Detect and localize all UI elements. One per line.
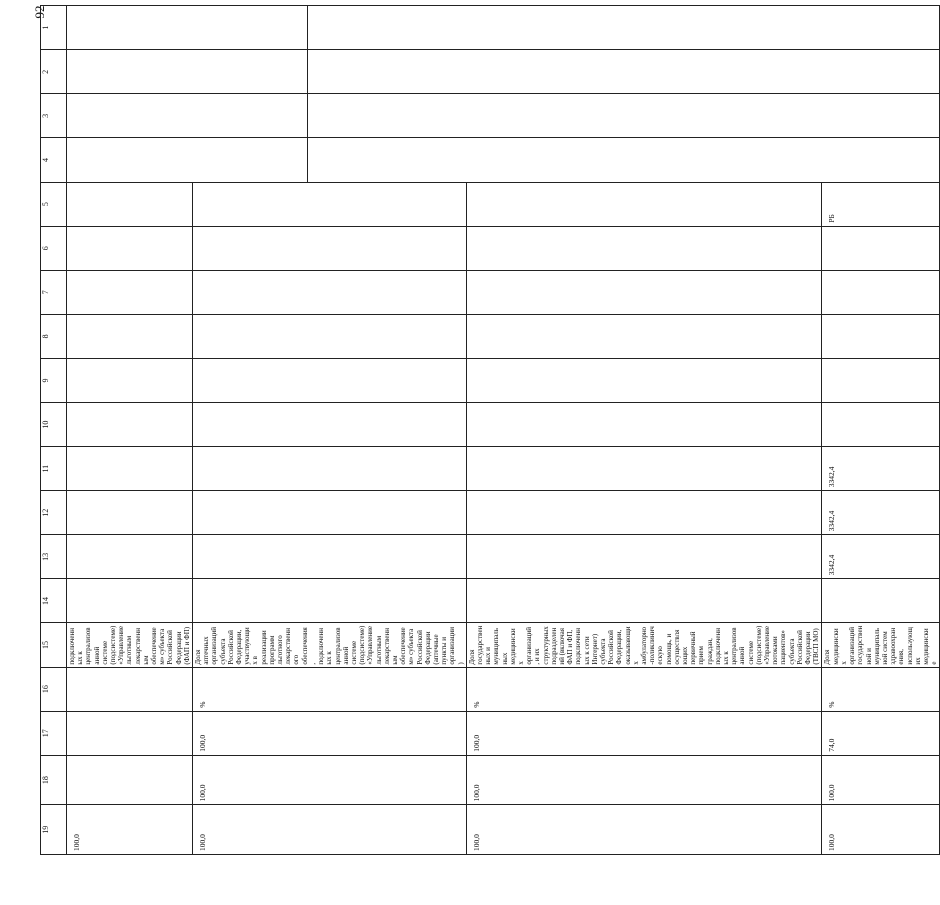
cell-col16	[466, 667, 822, 711]
cell-value: 3342,4	[827, 466, 837, 488]
cell-col12	[67, 491, 193, 535]
cell-col5	[466, 182, 822, 226]
cell-value: %	[198, 701, 208, 708]
cell-value: 100,0	[198, 784, 208, 802]
rotated-table-sheet	[40, 5, 939, 855]
cell-col9	[822, 358, 940, 402]
cell-col17	[466, 711, 822, 755]
program-indicators-table	[40, 5, 940, 855]
cell-col10	[67, 403, 193, 447]
column-number: 6	[41, 226, 67, 270]
cell-value: 3342,4	[827, 554, 837, 576]
indicator-text: Доля аптечных организаций субъекта Российской Федерации, участвующих в реализации программ льготного лекарственного обеспечения, подключенных к централизованной системе (подсистеме) «Управление льготным лекарственным обеспечением» субъекта Российской Федерации (аптечные пункты и организации)	[194, 625, 465, 665]
cell-col11	[67, 447, 193, 491]
page-number: 92	[32, 5, 47, 19]
column-number: 4	[41, 138, 67, 182]
cell-value	[67, 447, 77, 490]
cell-col14	[193, 579, 467, 623]
cell-col16	[67, 667, 193, 711]
column-number: 9	[41, 358, 67, 402]
cell-col18	[67, 755, 193, 805]
cell-col17	[193, 711, 467, 755]
cell-col17	[822, 711, 940, 755]
column-number: 17	[41, 711, 67, 755]
cell-value: 100,0	[198, 834, 208, 851]
cell-col15	[822, 623, 940, 667]
column-number: 7	[41, 270, 67, 314]
cell-value: %	[827, 701, 837, 708]
cell-col13	[822, 535, 940, 579]
cell-col5	[822, 182, 940, 226]
cell-col9	[193, 358, 467, 402]
indicator-text: Доля медицинских организаций государственной и муниципальной систем здравоохранения, использующих медицинские	[823, 625, 939, 665]
column-number: 10	[41, 403, 67, 447]
column-number: 15	[41, 623, 67, 667]
column-number: 13	[41, 535, 67, 579]
cell-col5	[193, 182, 467, 226]
cell-col10	[466, 403, 822, 447]
cell-value: 3342,4	[827, 510, 837, 532]
cell-col12	[466, 491, 822, 535]
cell-col12	[193, 491, 467, 535]
cell-col7	[466, 270, 822, 314]
cell-col14	[822, 579, 940, 623]
cell-value	[193, 183, 203, 226]
cell-col8	[193, 314, 467, 358]
cell-col8	[67, 314, 193, 358]
cell-col1	[67, 6, 940, 50]
cell-col18	[466, 755, 822, 805]
column-number: 2	[41, 50, 67, 94]
cell-col16	[822, 667, 940, 711]
cell-col11	[466, 447, 822, 491]
cell-value	[193, 535, 203, 578]
cell-col6	[67, 226, 193, 270]
cell-col10	[193, 403, 467, 447]
cell-col2	[67, 50, 940, 94]
cell-col11	[193, 447, 467, 491]
cell-value	[67, 712, 77, 755]
column-number: 12	[41, 491, 67, 535]
column-number: 16	[41, 667, 67, 711]
cell-value	[467, 535, 477, 578]
cell-col18	[822, 755, 940, 805]
cell-col7	[822, 270, 940, 314]
cell-col11	[822, 447, 940, 491]
cell-value	[67, 756, 77, 805]
cell-col19	[193, 805, 467, 855]
column-number: 8	[41, 314, 67, 358]
cell-value	[67, 668, 77, 711]
column-number: 19	[41, 805, 67, 855]
indicator-text: Доля государственных и муниципальных медицинских организаций, и их структурных подразделений (включая ФАП и ФП, подключенных к сети Интернет) субъекта Российской Федерации, оказывающих амбулаторно-поликлиническую помощь, и осуществляющих первичный прием граждан, подключенных к централизованной системе (подсистеме) «Управление потоками пациентов» субъекта Российской Федерации (ТВСП МО)	[467, 625, 821, 665]
cell-col19	[822, 805, 940, 855]
column-number: 14	[41, 579, 67, 623]
cell-col17	[67, 711, 193, 755]
cell-col18	[193, 755, 467, 805]
cell-col15	[466, 623, 822, 667]
table-row	[67, 6, 193, 855]
cell-col14	[67, 579, 193, 623]
cell-value: 100,0	[471, 834, 481, 851]
column-number: 1	[41, 6, 67, 50]
cell-col6	[466, 226, 822, 270]
cell-col13	[193, 535, 467, 579]
column-number: 18	[41, 755, 67, 805]
cell-col3	[67, 94, 940, 138]
cell-value: 100,0	[827, 834, 837, 851]
cell-col7	[67, 270, 193, 314]
column-number-row	[41, 6, 67, 855]
cell-value	[193, 491, 203, 534]
column-number: 5	[41, 182, 67, 226]
cell-value: 100,0	[471, 734, 481, 752]
cell-col12	[822, 491, 940, 535]
cell-col14	[466, 579, 822, 623]
cell-col9	[67, 358, 193, 402]
cell-value: 100,0	[471, 784, 481, 802]
cell-value	[467, 491, 477, 534]
cell-value: %	[471, 701, 481, 708]
cell-col6	[193, 226, 467, 270]
cell-col6	[822, 226, 940, 270]
cell-col8	[466, 314, 822, 358]
cell-value: 100,0	[827, 784, 837, 802]
cell-value: 74,0	[827, 738, 837, 752]
cell-value	[467, 183, 477, 226]
cell-value: РБ	[827, 214, 837, 223]
cell-value	[467, 447, 477, 490]
cell-col16	[193, 667, 467, 711]
cell-col4	[67, 138, 940, 182]
cell-value: 100,0	[198, 734, 208, 752]
cell-value	[67, 491, 77, 534]
cell-col19	[67, 805, 193, 855]
cell-col8	[822, 314, 940, 358]
indicator-text: подключенных к централизованной системе (подсистеме) «Управление льготным лекарственным обеспечением» субъекта Российской Федерации (ФАП и ФП)	[68, 625, 191, 665]
cell-value	[67, 183, 77, 226]
cell-col19	[466, 805, 822, 855]
cell-col10	[822, 403, 940, 447]
cell-value	[67, 535, 77, 578]
cell-value: 100,0	[72, 834, 81, 851]
cell-col7	[193, 270, 467, 314]
cell-value	[193, 447, 203, 490]
column-number: 3	[41, 94, 67, 138]
cell-col5	[67, 182, 193, 226]
cell-col15	[193, 623, 467, 667]
column-number: 11	[41, 447, 67, 491]
cell-col13	[67, 535, 193, 579]
cell-col9	[466, 358, 822, 402]
cell-col15	[67, 623, 193, 667]
cell-col13	[466, 535, 822, 579]
